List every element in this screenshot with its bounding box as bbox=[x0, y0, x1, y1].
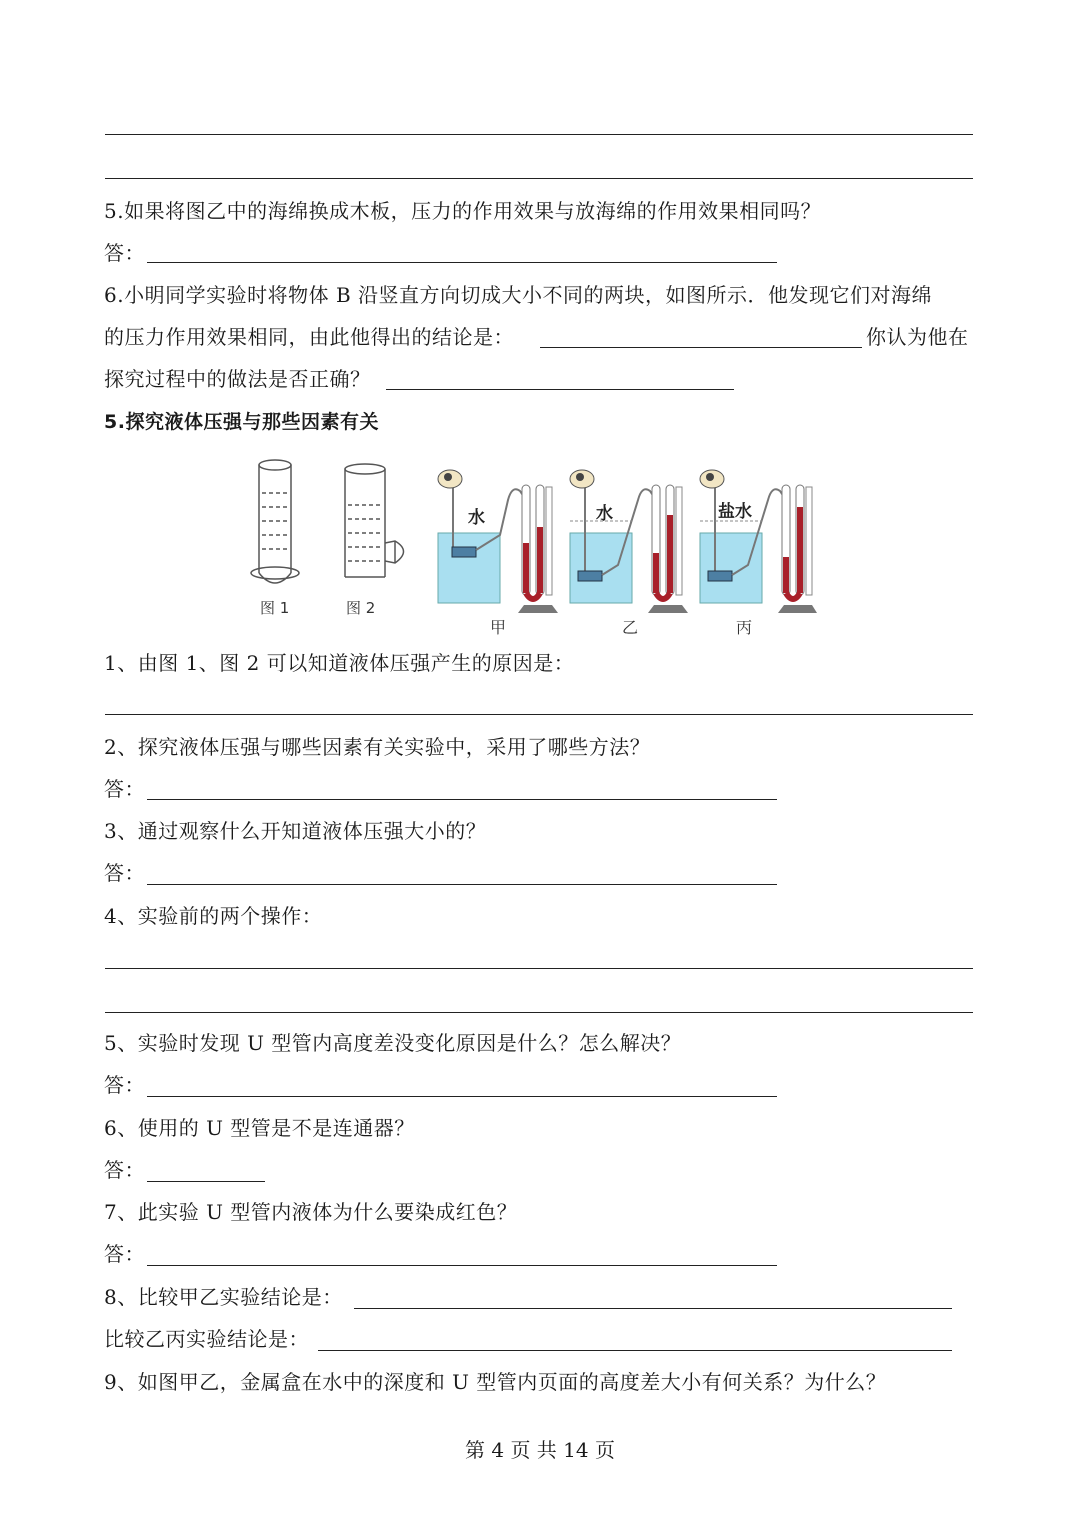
answer-label: 答： bbox=[104, 777, 145, 801]
beaker-panel-bing bbox=[700, 470, 817, 637]
answer-line bbox=[354, 1308, 952, 1309]
question-6-line-2-start: 的压力作用效果相同，由此他得出的结论是： bbox=[104, 325, 514, 349]
question-6-line-2-end: 你认为他在 bbox=[866, 325, 969, 349]
answer-label: 答： bbox=[104, 861, 145, 885]
panel-label-bing: 丙 bbox=[736, 618, 753, 637]
figure-2-tube bbox=[345, 464, 404, 577]
question-b8b: 比较乙丙实验结论是： bbox=[104, 1327, 309, 1351]
question-b6: 6、使用的 U 型管是不是连通器？ bbox=[104, 1116, 415, 1140]
beaker-panel-yi bbox=[570, 470, 688, 637]
figure-1-tube bbox=[251, 460, 299, 583]
answer-label: 答： bbox=[104, 241, 145, 265]
question-b3: 3、通过观察什么开知道液体压强大小的？ bbox=[104, 819, 487, 843]
beaker-panel-jia bbox=[438, 470, 558, 637]
panel-label-yi: 乙 bbox=[622, 618, 639, 637]
question-b2: 2、探究液体压强与哪些因素有关实验中，采用了哪些方法？ bbox=[104, 735, 651, 759]
panel-label-jia: 甲 bbox=[490, 618, 507, 637]
answer-line bbox=[147, 262, 777, 263]
answer-line bbox=[105, 178, 973, 179]
beaker-label-bing: 盐水 bbox=[718, 502, 752, 522]
answer-line bbox=[386, 389, 734, 390]
answer-line bbox=[540, 347, 862, 348]
question-5: 5.如果将图乙中的海绵换成木板，压力的作用效果与放海绵的作用效果相同吗？ bbox=[104, 199, 822, 223]
answer-line bbox=[105, 134, 973, 135]
question-b4: 4、实验前的两个操作： bbox=[104, 904, 323, 928]
answer-line bbox=[318, 1350, 952, 1351]
beaker-label-yi: 水 bbox=[596, 504, 613, 524]
section-heading: 5.探究液体压强与那些因素有关 bbox=[104, 411, 379, 433]
answer-line bbox=[105, 714, 973, 715]
answer-label: 答： bbox=[104, 1242, 145, 1266]
beaker-label-jia: 水 bbox=[468, 508, 485, 528]
answer-label: 答： bbox=[104, 1073, 145, 1097]
answer-line bbox=[147, 799, 777, 800]
question-b8a: 8、比较甲乙实验结论是： bbox=[104, 1285, 343, 1309]
liquid-pressure-figure bbox=[240, 455, 820, 640]
question-6-line-3: 探究过程中的做法是否正确？ bbox=[104, 367, 371, 391]
answer-label: 答： bbox=[104, 1158, 145, 1182]
question-b7: 7、此实验 U 型管内液体为什么要染成红色？ bbox=[104, 1200, 518, 1224]
figure-2-label: 图 2 bbox=[346, 599, 376, 617]
question-b1: 1、由图 1、图 2 可以知道液体压强产生的原因是： bbox=[104, 651, 575, 675]
question-6-line-1: 6.小明同学实验时将物体 B 沿竖直方向切成大小不同的两块，如图所示．他发现它们对海绵 bbox=[104, 283, 932, 307]
answer-line bbox=[105, 968, 973, 969]
question-b5: 5、实验时发现 U 型管内高度差没变化原因是什么？怎么解决？ bbox=[104, 1031, 682, 1055]
answer-line bbox=[147, 1181, 265, 1182]
answer-line bbox=[147, 1265, 777, 1266]
answer-line bbox=[147, 1096, 777, 1097]
figure-1-label: 图 1 bbox=[260, 599, 290, 617]
question-b9: 9、如图甲乙，金属盒在水中的深度和 U 型管内页面的高度差大小有何关系？为什么？ bbox=[104, 1370, 887, 1394]
answer-line bbox=[147, 884, 777, 885]
answer-line bbox=[105, 1012, 973, 1013]
page-footer: 第 4 页 共 14 页 bbox=[465, 1438, 615, 1462]
